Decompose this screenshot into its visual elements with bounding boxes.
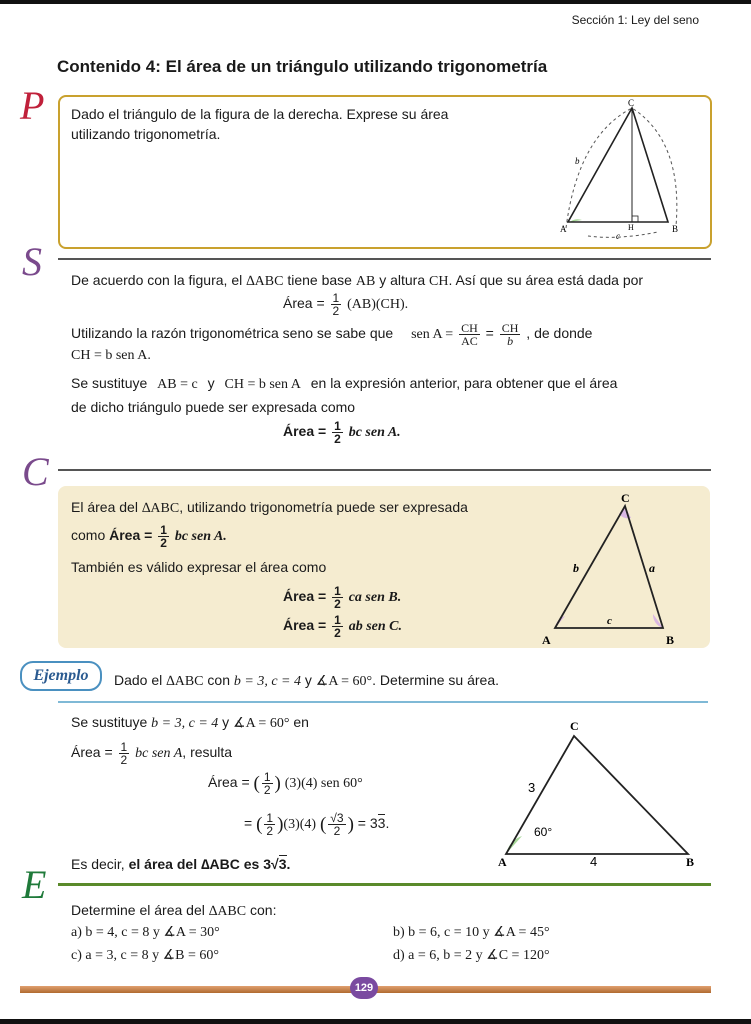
bottom-bar bbox=[0, 1019, 751, 1024]
conclusion-figure bbox=[535, 488, 695, 648]
c-rule bbox=[58, 469, 711, 471]
conclusion-line-3: También es válido expresar el área como bbox=[71, 559, 327, 575]
example-step-1: Se sustituye b = 3, c = 4 y ∡A = 60° en bbox=[71, 714, 309, 731]
problem-figure bbox=[548, 96, 698, 242]
example-rule bbox=[58, 701, 708, 703]
triangle bbox=[568, 108, 668, 222]
solution-line-2: Utilizando la razón trigonométrica seno se sabe que sen A = $\frac{CH}{AC}$ = $\frac{CH}{b}$ , de donde bbox=[71, 321, 593, 348]
page-number-badge bbox=[350, 977, 378, 999]
label-H: H bbox=[628, 223, 634, 232]
triangle bbox=[555, 506, 663, 628]
example-conclusion: Es decir, el área del ∆ABC es 3√3. bbox=[71, 856, 291, 872]
label-c: c bbox=[607, 615, 612, 627]
problem-text: Dado el triángulo de la figura de la derecha. Exprese su área utilizando trigonometría. bbox=[71, 106, 449, 142]
label-B: B bbox=[686, 855, 695, 868]
right-angle bbox=[632, 216, 638, 222]
label-B: B bbox=[666, 633, 675, 647]
example-step-4: = ( $\frac{1}{2}$ )(3)(4) ( $\frac{√3}{2}$ ) = 33. bbox=[244, 811, 390, 838]
area-formula-1: Área = $\frac{1}{2}$ (AB)(CH). bbox=[283, 291, 409, 318]
label-B: B bbox=[672, 224, 679, 234]
solution-line-3: CH = b sen A. bbox=[71, 348, 151, 363]
e-rule bbox=[58, 883, 711, 886]
example-step-3: Área = ( $\frac{1}{2}$ ) (3)(4) sen 60° bbox=[208, 770, 363, 797]
letter-s: S bbox=[22, 239, 42, 284]
example-badge bbox=[20, 661, 102, 691]
exercise-a: a) b = 4, c = 8 y ∡A = 30° bbox=[71, 925, 220, 940]
label-side-ab: 4 bbox=[590, 854, 598, 868]
page-number: 129 bbox=[354, 982, 374, 994]
exercises-intro: Determine el área del ∆ABC con: bbox=[71, 902, 277, 919]
label-A: A bbox=[560, 224, 567, 234]
label-C: C bbox=[570, 719, 579, 733]
conclusion-formula-c: Área = $\frac{1}{2}$ ab sen C. bbox=[283, 613, 402, 640]
section-header: Sección 1: Ley del seno bbox=[571, 13, 699, 27]
example-step-2: Área = $\frac{1}{2}$ bc sen A, resulta bbox=[71, 740, 233, 767]
label-b: b bbox=[575, 156, 580, 166]
exercise-c: c) a = 3, c = 8 y ∡B = 60° bbox=[71, 948, 219, 963]
s-rule bbox=[58, 258, 711, 260]
example-statement: Dado el ∆ABC con b = 3, c = 4 y ∡A = 60°. Determine su área. bbox=[114, 672, 499, 689]
label-a: a bbox=[649, 561, 655, 575]
label-C: C bbox=[628, 98, 635, 108]
solution-line-4: Se sustituye AB = c y CH = b sen A en la expresión anterior, para obtener que el área bbox=[71, 375, 618, 392]
letter-e: E bbox=[22, 862, 47, 907]
conclusion-line-2: como Área = $\frac{1}{2}$ bc sen A. bbox=[71, 523, 227, 550]
label-b: b bbox=[573, 561, 579, 575]
label-A: A bbox=[498, 855, 507, 868]
label-angle: 60° bbox=[534, 825, 553, 839]
exercise-b: b) b = 6, c = 10 y ∡A = 45° bbox=[393, 925, 550, 940]
page-title: Contenido 4: El área de un triángulo utilizando trigonometría bbox=[57, 57, 548, 76]
example-figure bbox=[494, 716, 704, 868]
letter-p: P bbox=[20, 83, 45, 128]
label-A: A bbox=[542, 633, 551, 647]
label-c: c bbox=[616, 231, 620, 241]
letter-c: C bbox=[22, 449, 49, 494]
area-formula-final: Área = $\frac{1}{2}$ bc sen A. bbox=[283, 419, 401, 446]
solution-line-5: de dicho triángulo puede ser expresada como bbox=[71, 399, 356, 415]
conclusion-line-1: El área del ∆ABC, utilizando trigonometría puede ser expresada bbox=[71, 499, 468, 516]
solution-line-1: De acuerdo con la figura, el ∆ABC tiene base AB y altura CH. Así que su área está dada por bbox=[71, 272, 644, 289]
label-side-ac: 3 bbox=[528, 780, 536, 795]
top-bar bbox=[0, 0, 751, 4]
conclusion-formula-b: Área = $\frac{1}{2}$ ca sen B. bbox=[283, 584, 402, 611]
example-badge-label: Ejemplo bbox=[33, 667, 89, 684]
label-C: C bbox=[621, 491, 630, 505]
exercise-d: d) a = 6, b = 2 y ∡C = 120° bbox=[393, 948, 550, 963]
